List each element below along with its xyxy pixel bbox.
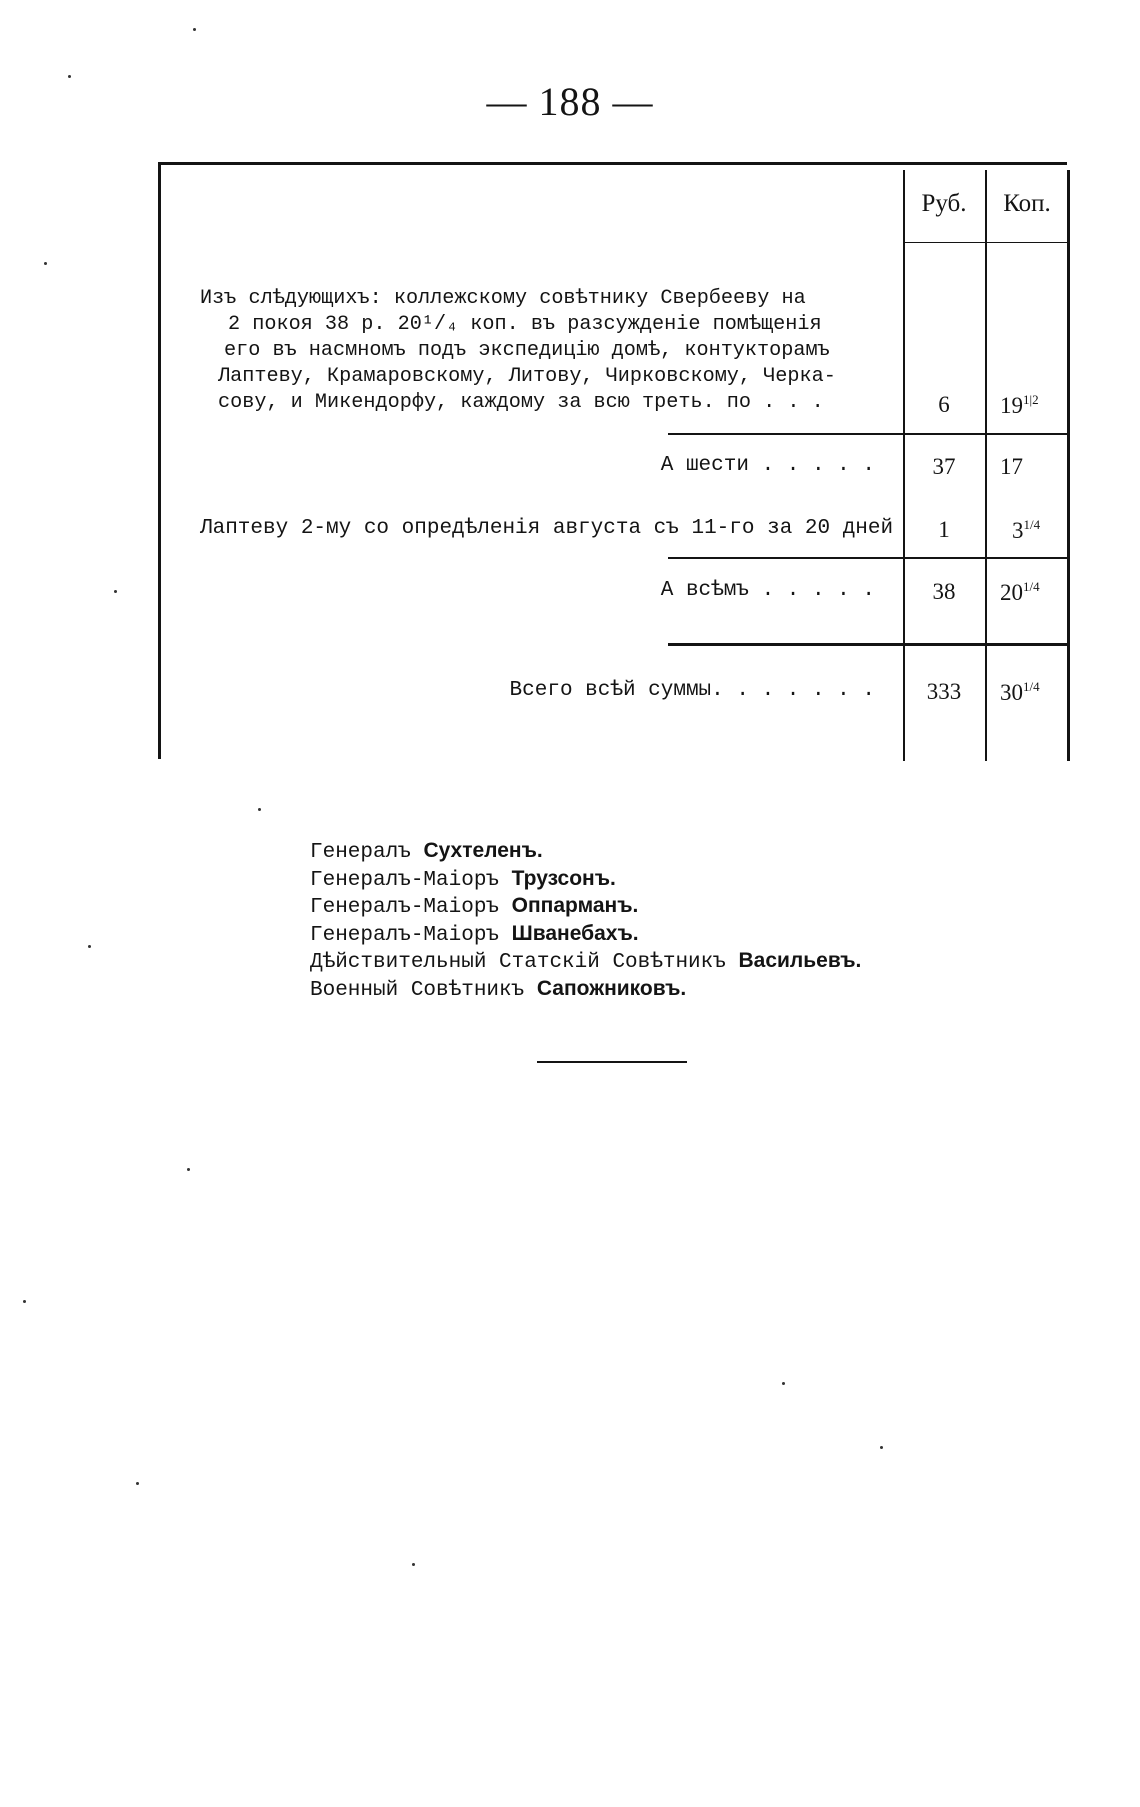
scan-speck	[412, 1563, 415, 1566]
paragraph-line: его въ насмномъ подъ экспедицію домѣ, контукторамъ	[224, 339, 830, 362]
scan-speck	[88, 945, 91, 948]
rub-value: 38	[932, 579, 956, 604]
end-rule	[537, 1061, 687, 1063]
signature-line: Генералъ Сухтеленъ.	[310, 839, 543, 864]
paragraph-line: Изъ слѣдующихъ: коллежскому совѣтнику Свербееву на	[200, 287, 806, 310]
rub-value: 6	[938, 392, 950, 417]
table-left-border	[158, 162, 161, 759]
signature-line: Генералъ-Маіоръ Шванебахъ.	[310, 921, 639, 947]
expense-paragraph	[200, 286, 875, 416]
signature-line: Генералъ-Маіоръ Трузсонъ.	[310, 866, 616, 892]
subtotal-label: А шести . . . . .	[660, 454, 875, 477]
table-right-border	[1067, 170, 1070, 761]
signature-line: Дѣйствительный Статскій Совѣтникъ Васильевъ.	[310, 949, 862, 974]
kop-value: $30^{1/4}$	[1000, 679, 1040, 705]
rub-value: 333	[926, 679, 962, 704]
table-top-rule	[158, 162, 1067, 165]
scan-speck	[782, 1382, 785, 1385]
page-number: — 188 —	[486, 79, 654, 124]
grand-total-label: Всего всѣй суммы. . . . . . .	[509, 679, 875, 702]
header-underline	[905, 242, 1067, 243]
paragraph-line: сову, и Микендорфу, каждому за всю треть. по . . .	[218, 391, 824, 414]
kop-column-divider	[985, 170, 987, 761]
scan-speck	[193, 28, 196, 31]
signature-line: Военный Совѣтникъ Сапожниковъ.	[310, 976, 687, 1002]
scan-speck	[880, 1446, 883, 1449]
rub-value: 37	[932, 454, 956, 479]
subtotal-label: А всѣмъ . . . . .	[660, 579, 875, 602]
rub-column-header: Руб.	[921, 190, 967, 217]
signature-line: Генералъ-Маіоръ Оппарманъ.	[310, 894, 639, 919]
kop-value: $19^{1|2}$	[1000, 392, 1039, 418]
subtotal-rule	[668, 433, 1068, 435]
scan-speck	[23, 1300, 26, 1303]
scan-speck	[136, 1482, 139, 1485]
scan-speck	[44, 262, 47, 265]
scan-speck	[68, 75, 71, 78]
paragraph-line: Лаптеву, Крамаровскому, Литову, Чирковскому, Черка-	[218, 365, 836, 388]
kop-value: $20^{1/4}$	[1000, 579, 1040, 605]
scan-speck	[114, 590, 117, 593]
line-item-label: Лаптеву 2-му со опредѣленія августа съ 11-го за 20 дней	[200, 517, 894, 540]
kop-value: $3^{1/4}$	[1012, 517, 1041, 543]
grand-total-rule	[668, 643, 1068, 646]
kop-value: 17	[1000, 454, 1023, 479]
signature-block	[310, 838, 861, 1003]
paragraph-line: 2 покоя 38 р. 20¹/₄ коп. въ разсужденіе помѣщенія	[228, 313, 822, 336]
kop-column-header: Коп.	[1003, 190, 1051, 217]
scan-speck	[258, 808, 261, 811]
rub-value: 1	[938, 517, 950, 542]
subtotal-rule	[668, 557, 1068, 559]
scan-speck	[187, 1168, 190, 1171]
